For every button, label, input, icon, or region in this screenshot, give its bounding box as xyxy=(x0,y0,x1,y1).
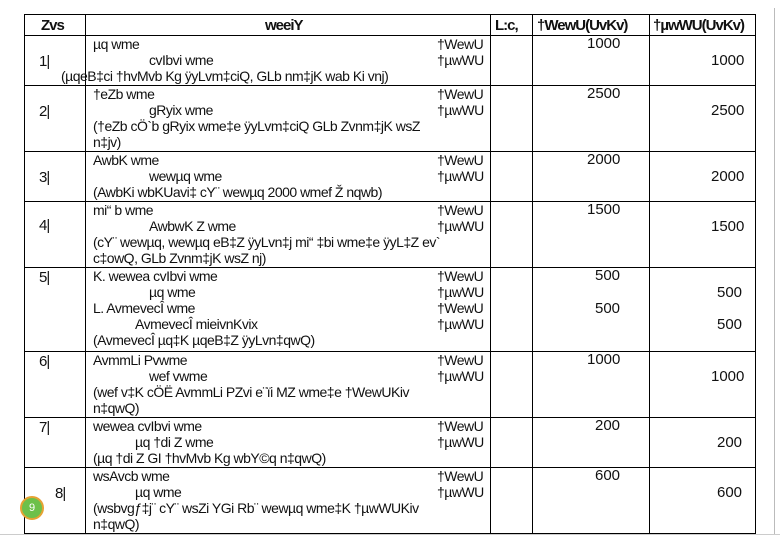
entry-line: µq wme xyxy=(93,36,140,52)
page-edge xyxy=(0,534,780,535)
row-serial: 6| xyxy=(39,353,50,370)
debit-amount: 200 xyxy=(595,417,621,434)
entry-narration: n‡jv) xyxy=(93,134,121,150)
entry-code: †WewU xyxy=(437,418,484,434)
entry-code: †WewU xyxy=(437,268,484,284)
row-serial: 5| xyxy=(39,269,50,286)
header-debit: †WewU(UvKv) xyxy=(537,17,628,34)
entry-narration: (cY¨ wewµq, wewµq eB‡Z ÿyLvn‡j mi“ ‡bi wme‡e ÿyL‡Z ev` xyxy=(93,234,441,250)
entry-line: wewµq wme xyxy=(149,168,222,184)
entry-narration: (wef v‡K cÖË AvmmLi PZvi e¨ïi MZ wme‡e †WewUKiv xyxy=(93,384,409,400)
entry-narration: (AwbKi wbKUavi‡ cY¨ wewµq 2000 wmef Ž nqwb) xyxy=(93,184,382,200)
entry-line: L. AvmevecÎ wme xyxy=(93,300,195,316)
debit-amount: 1500 xyxy=(587,201,621,218)
entry-narration: n‡qwQ) xyxy=(93,516,140,532)
entry-code: †µwWU xyxy=(437,52,484,68)
entry-line: mi“ b wme xyxy=(93,202,154,218)
entry-code: †WewU xyxy=(437,86,484,102)
entry-narration: (†eZb cÖ`b gRyix wme‡e ÿyLvm‡ciQ GLb Zvnm‡jK wsZ xyxy=(93,118,420,134)
entry-line: AwbK wme xyxy=(93,152,159,168)
column-divider xyxy=(85,15,86,533)
entry-line: K. wewea cvIbvi wme xyxy=(93,268,218,284)
page-edge xyxy=(774,8,775,534)
credit-amount: 1000 xyxy=(711,368,745,385)
entry-code: †µwWU xyxy=(437,316,484,332)
entry-line: †eZb wme xyxy=(93,86,155,102)
credit-amount: 600 xyxy=(717,484,743,501)
header-sl: Zvs xyxy=(41,17,64,34)
entry-code: †µwWU xyxy=(437,284,484,300)
entry-line: AvmmLi Pvwme xyxy=(93,352,188,368)
page-number-badge: 9 xyxy=(20,496,44,520)
journal-table xyxy=(24,14,756,534)
entry-code: †µwWU xyxy=(437,218,484,234)
column-divider xyxy=(649,15,650,533)
column-divider xyxy=(532,15,533,533)
debit-amount: 2000 xyxy=(587,151,621,168)
entry-line: µq wme xyxy=(149,284,196,300)
entry-code: †WewU xyxy=(437,468,484,484)
row-serial: 2| xyxy=(39,103,50,120)
entry-code: †µwWU xyxy=(437,368,484,384)
entry-line: cvIbvi wme xyxy=(149,52,214,68)
entry-line: wewea cvIbvi wme xyxy=(93,418,202,434)
entry-narration: (wsbvgƒ‡j¨ cY¨ wsZi YGi Rb¨ wewµq wme‡K †µwWUKiv xyxy=(93,500,419,516)
credit-amount: 500 xyxy=(717,316,743,333)
entry-narration: n‡qwQ) xyxy=(93,400,140,416)
entry-narration: c‡owQ, GLb Zvnm‡jK wsZ nj) xyxy=(93,250,266,266)
header-ledger-folio: L:c, xyxy=(495,17,518,34)
debit-amount: 2500 xyxy=(587,85,621,102)
entry-line: gRyix wme xyxy=(149,102,213,118)
entry-code: †µwWU xyxy=(437,168,484,184)
entry-narration: (AvmevecÎ µq‡K µqeB‡Z ÿyLvn‡qwQ) xyxy=(93,332,315,348)
entry-line: µq †di Z wme xyxy=(135,434,214,450)
entry-code: †WewU xyxy=(437,202,484,218)
debit-amount: 500 xyxy=(595,267,621,284)
debit-amount: 500 xyxy=(595,300,621,317)
column-divider xyxy=(490,15,491,533)
debit-amount: 1000 xyxy=(587,35,621,52)
entry-code: †µwWU xyxy=(437,434,484,450)
entry-line: AwbwK Z wme xyxy=(149,218,236,234)
header-description: weeiY xyxy=(265,17,303,34)
credit-amount: 1500 xyxy=(711,218,745,235)
entry-line: wef vwme xyxy=(149,368,208,384)
entry-narration: (µqeB‡ci †hvMvb Kg ÿyLvm‡ciQ, GLb nm‡jK wab Ki vnj) xyxy=(61,68,389,84)
entry-line: AvmevecÎ mieivnKvix xyxy=(135,316,258,332)
row-serial: 8| xyxy=(55,485,66,502)
entry-code: †µwWU xyxy=(437,484,484,500)
credit-amount: 500 xyxy=(717,284,743,301)
entry-line: wsAvcb wme xyxy=(93,468,170,484)
entry-narration: (µq †di Z GI †hvMvb Kg wbY©q n‡qwQ) xyxy=(93,450,326,466)
credit-amount: 200 xyxy=(717,434,743,451)
row-serial: 4| xyxy=(39,217,50,234)
debit-amount: 1000 xyxy=(587,351,621,368)
entry-line: µq wme xyxy=(135,484,182,500)
entry-code: †WewU xyxy=(437,352,484,368)
credit-amount: 1000 xyxy=(711,52,745,69)
credit-amount: 2500 xyxy=(711,102,745,119)
row-serial: 3| xyxy=(39,169,50,186)
entry-code: †µwWU xyxy=(437,102,484,118)
entry-code: †WewU xyxy=(437,36,484,52)
row-serial: 1| xyxy=(39,53,50,70)
credit-amount: 2000 xyxy=(711,168,745,185)
entry-code: †WewU xyxy=(437,152,484,168)
debit-amount: 600 xyxy=(595,467,621,484)
header-credit: †µwWU(UvKv) xyxy=(653,17,744,34)
row-serial: 7| xyxy=(39,419,50,436)
entry-code: †WewU xyxy=(437,300,484,316)
